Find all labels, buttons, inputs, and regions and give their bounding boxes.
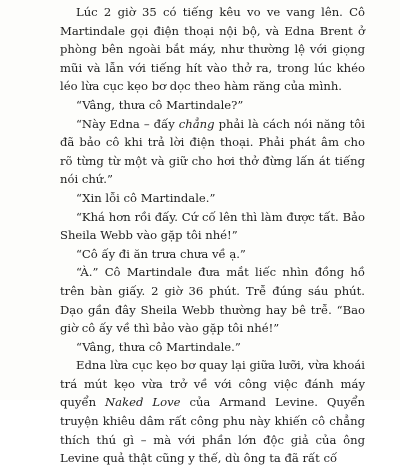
dialogue-line [60,208,365,245]
paragraph [60,356,365,468]
dialogue-line [60,189,365,208]
emphasized-word: chẳng [178,116,215,131]
paragraph-text: của Armand Levine. Quyển truyện khiêu dâm rất công phu này khiến cô chẳng thích thú gì – mà với phần lớn độc giả của ông Levine quả thật cũng y thế, dù ông ta đã rất cố [60,395,365,466]
paragraph-text: “Vâng, thưa cô Martindale?” [76,97,244,112]
dialogue-line [60,115,365,189]
paragraph-text: Lúc 2 giờ 35 có tiếng kêu vo ve vang lên. Cô Martindale gọi điện thoại nội bộ, và Edna Brent ở phòng bên ngoài bắt máy, như thường lệ với giọng mũi và lẫn với tiếng hít vào thở ra, trong lúc khéo léo lừa cục kẹo bơ dọc theo hàm răng của mình. [60,5,365,94]
paragraph-text: “Xin lỗi cô Martindale.” [76,190,216,205]
dialogue-line [60,338,365,357]
paragraph-text: “Khá hơn rồi đấy. Cứ cố lên thì làm được tất. Bảo Sheila Webb vào gặp tôi nhé!” [60,209,365,243]
dialogue-line [60,96,365,115]
dialogue-line [60,245,365,264]
paragraph [60,263,365,337]
paragraph-text: “Này Edna – đấy [76,116,179,131]
paragraph [60,3,365,96]
paragraph-text: phải là cách nói năng tôi đã bảo cô khi trả lời điện thoại. Phải phát âm cho rõ từng từ một và giữ cho hơi thở đừng lấn át tiếng nói chứ.” [60,116,365,187]
book-title: Naked Love [105,395,181,410]
body-text [60,3,365,468]
paragraph-text: “Vâng, thưa cô Martindale.” [76,339,241,354]
paragraph-text: “Cô ấy đi ăn trưa chưa về ạ.” [76,246,246,261]
paragraph-text: “À.” Cô Martindale đưa mắt liếc nhìn đồng hồ trên bàn giấy. 2 giờ 36 phút. Trễ đúng sáu phút. Dạo gần đây Sheila Webb thường hay bê trễ. “Bao giờ cô ấy về thì bảo vào gặp tôi nhé!” [60,265,365,336]
paragraph-text: Edna lừa cục kẹo bơ quay lại giữa lưỡi, vừa khoái trá mút kẹo vừa trở về với công việc đánh máy quyển [60,358,365,410]
